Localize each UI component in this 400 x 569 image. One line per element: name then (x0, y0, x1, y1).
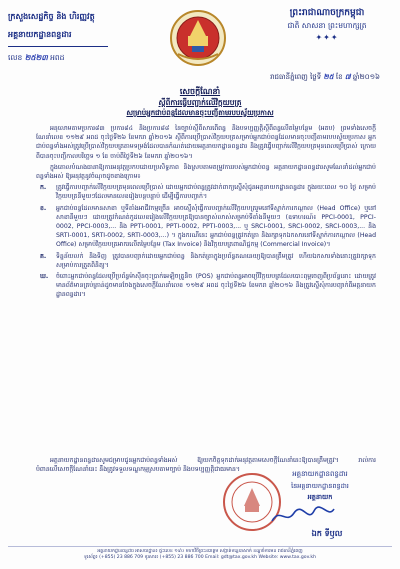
date-year: ឆ្នាំ២០១៦ (352, 73, 380, 81)
title-subject: ស្តីពីការធ្វើបញ្ជាក់លើវិក្កយបត្រ (158, 98, 242, 107)
list-item-text: ទិន្នន័យលក់ និងទិញ ត្រូវបានបញ្ជាក់ដោយអ្នកជាប់ពន្ធ និងកត់ត្រាក្នុងប្រព័ន្ធគណនេយ្យឱ្យបានត្រឹមត្រូវ ហើយឯកសារទាំងនោះត្រូវរក្សាទុកសម្រាប់ការត្រួតពិនិត្យ។ (56, 252, 376, 269)
list-item (36, 272, 376, 300)
signature-subtitle: នៃអគ្គនាយកដ្ឋានពន្ធដារ (291, 482, 349, 490)
handwritten-signature-icon (268, 505, 338, 527)
signature-office: អគ្គនាយកដ្ឋានពន្ធដារ (292, 470, 348, 478)
national-motto: ជាតិ សាសនា ព្រះមហាក្សត្រ (287, 21, 367, 30)
title-type: សេចក្តីណែនាំ (179, 87, 221, 96)
list-marker: ក. (40, 184, 47, 192)
gdt-emblem-icon (168, 8, 228, 68)
date-month-label: ខែ (335, 73, 343, 81)
footer-address: អគ្គនាយកដ្ឋានពន្ធដារ អាសយដ្ឋាន៖ ផ្ទះលេខ ១៩០ មហាវិថីព្រះនរោត្តម សង្កាត់ទន្លេបាសាក់ ខណ្ឌចំការមន រាជធានីភ្នំពេញ (97, 549, 303, 554)
footer-contact: ទូរស័ព្ទ៖ (+855) 23 886 709 ទូរសារ៖ (+855) 23 886 700 Email: gdt@tax.gov.kh Website: www.tax.gov.kh (83, 555, 317, 560)
document-title (0, 86, 400, 119)
date-day: ២៥ (323, 73, 334, 81)
list-item-text: ត្រូវធ្វើការបញ្ជាក់លើវិក្កយបត្រមុនពេលប្រើប្រាស់ ដោយអ្នកជាប់ពន្ធត្រូវដាក់ពាក្យស្នើសុំជូនអគ្គនាយកដ្ឋានពន្ធដារ ក្នុងរយៈពេល ១០ ថ្ងៃ សម្រាប់វិក្កយបត្រនីមួយៗដែលមានលេខរៀងបន្តបន្ទាប់ ដើម្បីធ្វើការបញ្ជាក់។ (56, 184, 376, 201)
intro-paragraph: អនុលោមតាមប្រការ៨៣ ប្រការ៨៤ និងប្រការ៨៨ នៃច្បាប់ស្តីពីសារពើពន្ធ និងបទប្បញ្ញត្តិស្តីពីពន្ធលើតម្លៃបន្ថែម (អតប) ព្រមទាំងសេចក្តីណែនាំលេខ ១១២៩ អពដ ចុះថ្ងៃទី២៦ ខែមករា ឆ្នាំ២០១៦ ស្តីពីការប្រើប្រាស់វិក្កយបត្រសម្រាប់អ្នកជាប់ពន្ធដែលមានចុះបញ្ជីតាមរបបស្វ័យប្រកាស អ្នកជាប់ពន្ធទាំងអស់ត្រូវប្រើប្រាស់វិក្កយបត្រតាមទម្រង់ដែលបានកំណត់ដោយអគ្គនាយកដ្ឋានពន្ធដារ និងត្រូវធ្វើបញ្ជាក់លើវិក្កយបត្រមុនពេលប្រើប្រាស់ ក្រោយពីបានចុះបញ្ជីកាលបរិច្ឆេទ ១ ខែ ចាប់ពីថ្ងៃទី២៦ ខែមករា ឆ្នាំ២០១៦។ (36, 125, 376, 160)
document-date (180, 73, 380, 83)
date-month: ៧ (344, 73, 351, 81)
header-divider (8, 46, 108, 47)
list-item (36, 183, 376, 201)
ministry-header (8, 12, 128, 64)
signature-title: អគ្គនាយក (307, 493, 333, 501)
list-marker: ឃ. (40, 273, 49, 281)
signature-block (250, 470, 390, 503)
list-marker: ខ. (40, 204, 47, 212)
ornament-divider: ✦✦✦ (315, 33, 339, 42)
list-item-text: ចំពោះអ្នកជាប់ពន្ធដែលប្រើប្រព័ន្ធម៉ាស៊ីនចុះប្រាក់អេឡិចត្រូនិច (POS) អ្នកជាប់ពន្ធអាចប្រើវិក្កយបត្រដែលបោះពុម្ពចេញពីប្រព័ន្ធនោះ ដោយត្រូវមានព័ត៌មានគ្រប់គ្រាន់ដូចមានចែងក្នុងសេចក្តីណែនាំលេខ ១១២៩ អពដ ចុះថ្ងៃទី២៦ ខែមករា ឆ្នាំ២០១៦ និងត្រូវស្នើសុំការបញ្ជាក់ពីអគ្គនាយកដ្ឋានពន្ធដារ។ (56, 273, 376, 299)
list-marker: គ. (40, 252, 47, 260)
ref-suffix: អពដ (50, 53, 65, 62)
ministry-name: ក្រសួងសេដ្ឋកិច្ច និង ហិរញ្ញវត្ថុ (8, 12, 95, 21)
kingdom-header (262, 8, 392, 42)
list-item-text: អ្នកជាប់ពន្ធដែលមានសាខា ឬទីតាំងអាជីវកម្មច្រើន អាចស្នើសុំធ្វើការបញ្ជាក់លើវិក្កយបត្ររួមនៅទីស្នាក់ការកណ្តាល (Head Office) ឬនៅសាខានីមួយៗ ដោយត្រូវកំណត់កូដលេខរៀងលើវិក្កយបត្រឱ្យបានច្បាស់លាស់សម្រាប់ទីតាំងនីមួយៗ (ឧទាហរណ៍៖ PPCI-0001, PPCI-0002, PPCI-0003,... និង PPTI-0001, PPTI-0002, PPTI-0003,... ឬ SRCI-0001, SRCI-0002, SRCI-0003,... និង SRTI-0001, SRTI-0002, SRTI-0003,...) ។ ក្នុងករណីនេះ អ្នកជាប់ពន្ធត្រូវកត់ត្រា និងរក្សាទុកឯកសារនៅទីស្នាក់ការកណ្តាល (Head Office) សម្រាប់វិក្កយបត្រអាករលើតម្លៃបន្ថែម (Tax Invoice) និងវិក្កយបត្រពាណិជ្ជកម្ម (Commercial Invoice)។ (56, 204, 376, 249)
kingdom-name: ព្រះរាជាណាចក្រកម្ពុជា (289, 8, 365, 18)
list-item (36, 204, 376, 250)
reference-number (8, 53, 128, 64)
date-prefix: រាជធានីភ្នំពេញ ថ្ងៃទី (270, 73, 322, 81)
closing-paragraph: អគ្គនាយកដ្ឋានពន្ធដារសូមជម្រាបជូនអ្នកជាប់ពន្ធទាំងអស់ ឱ្យយកចិត្តទុកដាក់អនុវត្តតាមសេចក្តីណែនាំនេះឱ្យបានត្រឹមត្រូវ។ រាល់ការបំពានលើសេចក្តីណែនាំនេះ នឹងត្រូវទទួលទណ្ឌកម្មស្របតាមច្បាប់ និងបទប្បញ្ញត្តិជាធរមាន។ (36, 457, 376, 474)
signatory-name: ឯក ទីឫល (311, 529, 343, 538)
page-footer (8, 546, 392, 561)
ref-number: ២៥២៣ (24, 53, 48, 62)
department-name: អគ្គនាយកដ្ឋានពន្ធដារ (8, 30, 72, 39)
list-item (36, 252, 376, 270)
document-body (36, 124, 376, 302)
title-audience: សម្រាប់អ្នកជាប់ពន្ធដែលមានចុះបញ្ជីតាមរបបស្វ័យប្រកាស (126, 109, 274, 117)
ref-label: លេខ (8, 53, 23, 62)
second-paragraph: ក្នុងគោលបំណងធានាឱ្យការអនុវត្តប្រកបដោយប្រសិទ្ធភាព និងស្របតាមតម្រូវការរបស់អ្នកជាប់ពន្ធ អគ្គនាយកដ្ឋានពន្ធដារសូមណែនាំដល់អ្នកជាប់ពន្ធទាំងអស់ ឱ្យអនុវត្តនូវចំណុចដូចខាងក្រោម៖ (36, 163, 376, 181)
